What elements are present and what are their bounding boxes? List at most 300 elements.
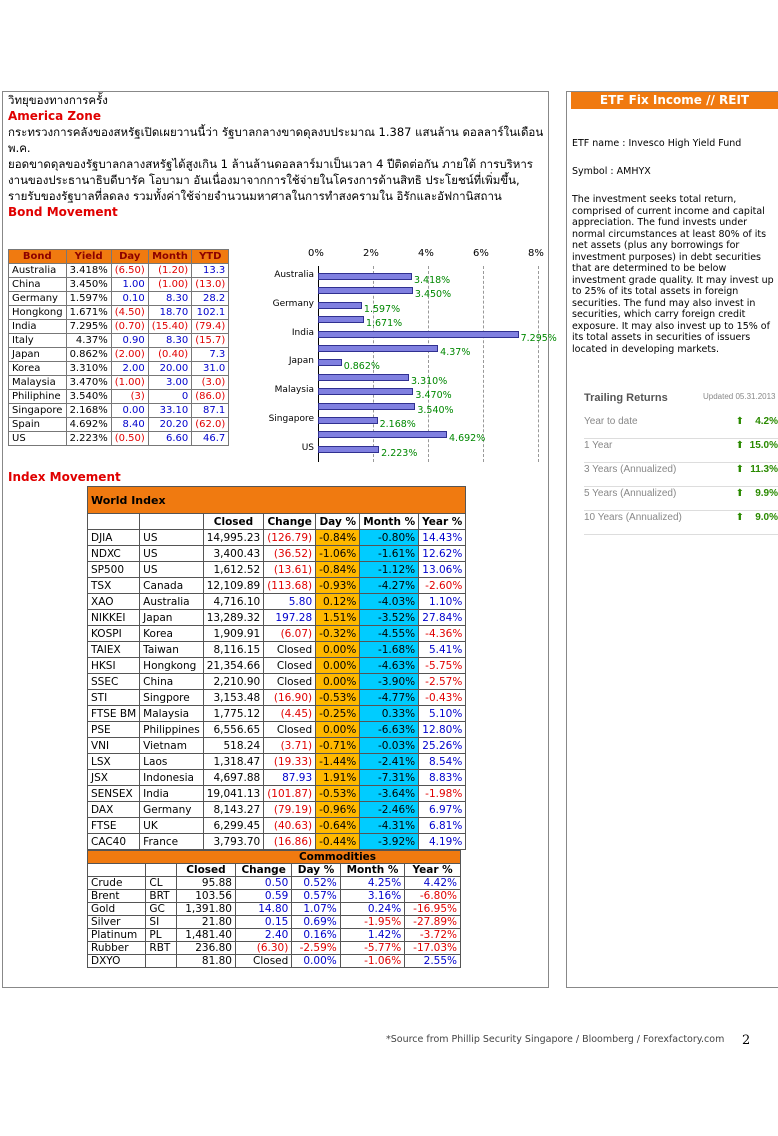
index-cell: -3.64% [360, 786, 419, 802]
bond-cell: 13.3 [192, 264, 229, 278]
index-cell: 8,143.27 [203, 802, 263, 818]
index-cell: -4.77% [360, 690, 419, 706]
etf-title: ETF Fix Income // REIT [571, 92, 778, 109]
bond-cell: 46.7 [192, 432, 229, 446]
return-label: 1 Year [584, 440, 613, 451]
index-cell: US [140, 546, 204, 562]
index-cell: (79.19) [264, 802, 316, 818]
bond-cell: (3.0) [192, 376, 229, 390]
index-cell: 8,116.15 [203, 642, 263, 658]
world-index-title: World Index [88, 487, 466, 514]
commodity-cell: -1.06% [340, 955, 404, 968]
trailing-return-row [584, 488, 778, 511]
index-row [88, 626, 466, 642]
index-cell: France [140, 834, 204, 850]
commodity-cell: 95.88 [177, 877, 236, 890]
bond-row [9, 292, 229, 306]
commodity-cell: 81.80 [177, 955, 236, 968]
bond-cell: 0.862% [66, 348, 111, 362]
bond-table [8, 249, 229, 446]
index-cell: TAIEX [88, 642, 140, 658]
index-cell: (36.52) [264, 546, 316, 562]
index-cell: CAC40 [88, 834, 140, 850]
bond-cell: (2.00) [111, 348, 148, 362]
index-cell: TSX [88, 578, 140, 594]
trailing-return-row [584, 464, 778, 487]
return-label: 10 Years (Annualized) [584, 512, 682, 523]
index-cell: -4.31% [360, 818, 419, 834]
index-cell: Japan [140, 610, 204, 626]
intro-text [8, 92, 546, 220]
commodity-cell: Gold [88, 903, 146, 916]
index-cell: (4.45) [264, 706, 316, 722]
bond-cell: India [9, 320, 67, 334]
commodity-row [88, 942, 461, 955]
commodity-header: Month % [340, 864, 404, 877]
index-row [88, 690, 466, 706]
commodity-row [88, 890, 461, 903]
bar-value-label: 3.418% [413, 275, 451, 286]
source-note: *Source from Phillip Security Singapore / Bloomberg / Forexfactory.com [386, 1034, 725, 1045]
commodity-cell: 4.25% [340, 877, 404, 890]
commodity-cell: 0.52% [292, 877, 340, 890]
commodity-cell: 14.80 [235, 903, 291, 916]
bar-value-label: 4.37% [440, 347, 471, 358]
index-cell: 12.62% [419, 546, 466, 562]
up-arrow-icon: ⬆ [735, 512, 744, 523]
x-tick-label: 8% [528, 248, 544, 259]
index-cell: -7.31% [360, 770, 419, 786]
index-cell: -4.36% [419, 626, 466, 642]
bar-value-label: 2.223% [381, 447, 418, 459]
index-cell: 13.06% [419, 562, 466, 578]
commodity-cell: 2.55% [405, 955, 461, 968]
category-label: Malaysia [274, 385, 314, 396]
commodity-cell: -17.03% [405, 942, 461, 955]
index-cell: -0.84% [316, 562, 360, 578]
bond-cell: Hongkong [9, 306, 67, 320]
bond-cell: Italy [9, 334, 67, 348]
bond-cell: 0.10 [111, 292, 148, 306]
return-value: 15.0% [749, 440, 778, 451]
index-cell: US [140, 530, 204, 546]
index-row [88, 818, 466, 834]
index-cell: PSE [88, 722, 140, 738]
bond-cell: 31.0 [192, 362, 229, 376]
bond-cell: 3.470% [66, 376, 111, 390]
index-cell: -6.63% [360, 722, 419, 738]
bar [318, 374, 409, 381]
index-cell: 0.12% [316, 594, 360, 610]
index-cell: 197.28 [264, 610, 316, 626]
index-cell: -5.75% [419, 658, 466, 674]
index-cell: -0.53% [316, 690, 360, 706]
index-cell: -4.55% [360, 626, 419, 642]
bar [318, 302, 362, 309]
return-label: 3 Years (Annualized) [584, 464, 677, 475]
bar [318, 273, 412, 280]
index-cell: (16.90) [264, 690, 316, 706]
up-arrow-icon: ⬆ [735, 488, 744, 499]
index-cell: Malaysia [140, 706, 204, 722]
index-header: Change [264, 514, 316, 530]
bond-cell: 0 [148, 390, 191, 404]
bar-value-label: 0.862% [343, 361, 380, 373]
bond-cell: (15.7) [192, 334, 229, 348]
bond-row [9, 334, 229, 348]
commodity-cell: -1.95% [340, 916, 404, 929]
up-arrow-icon: ⬆ [735, 416, 744, 427]
intro-paragraph-1: กระทรวงการคลังของสหรัฐเปิดเผยวานนี้ว่า รัฐบาลกลางขาดดุลงบประมาณ 1.387 แสนล้าน ดอลลาร์ในเดือนพ.ค. [8, 125, 544, 155]
bond-cell: 6.60 [148, 432, 191, 446]
index-cell: Closed [264, 658, 316, 674]
bond-row [9, 348, 229, 362]
index-cell: 4.19% [419, 834, 466, 850]
world-index-table [87, 486, 466, 850]
commodity-row [88, 929, 461, 942]
bond-cell: Germany [9, 292, 67, 306]
index-cell: -0.80% [360, 530, 419, 546]
commodity-cell: -2.59% [292, 942, 340, 955]
bond-cell: US [9, 432, 67, 446]
index-cell: -0.64% [316, 818, 360, 834]
bar-value-label: 3.470% [415, 390, 452, 402]
index-cell: 2,210.90 [203, 674, 263, 690]
bond-cell: (1.00) [111, 376, 148, 390]
bond-cell: 102.1 [192, 306, 229, 320]
index-cell: 1,318.47 [203, 754, 263, 770]
index-row [88, 594, 466, 610]
index-cell: 87.93 [264, 770, 316, 786]
index-cell: 5.10% [419, 706, 466, 722]
index-cell: -3.52% [360, 610, 419, 626]
etf-description: The investment seeks total return, comprised of current income and capital appreciation. The fund invests under normal circumstances at least 80% of its net assets (plus any borrowings for investment purposes) in debt securities that are determined to be below investment grade quality. It may invest up to 25% of its total assets in foreign securities. The fund may also invest in securities, which carry foreign credit exposure. It may also invest up to 15% of its total assets in securities of issuers located in developing markets. [572, 194, 774, 355]
commodity-cell: 0.69% [292, 916, 340, 929]
bar [318, 403, 415, 410]
index-cell: 14.43% [419, 530, 466, 546]
bond-cell: (3) [111, 390, 148, 404]
commodity-cell: SI [146, 916, 177, 929]
index-cell: UK [140, 818, 204, 834]
updated-date: Updated 05.31.2013 [703, 392, 776, 401]
index-cell: 12.80% [419, 722, 466, 738]
trailing-return-row [584, 416, 778, 439]
commodity-cell: Silver [88, 916, 146, 929]
commodities-title: Commodities [88, 851, 461, 864]
bond-cell: (0.70) [111, 320, 148, 334]
index-cell: NDXC [88, 546, 140, 562]
commodity-header: Year % [405, 864, 461, 877]
index-cell: 0.00% [316, 674, 360, 690]
x-tick-label: 2% [363, 248, 379, 259]
index-cell: 1,612.52 [203, 562, 263, 578]
bond-cell: 7.3 [192, 348, 229, 362]
bond-row [9, 306, 229, 320]
index-cell: 5.41% [419, 642, 466, 658]
index-cell: 21,354.66 [203, 658, 263, 674]
bond-cell: Spain [9, 418, 67, 432]
category-label: Japan [288, 356, 314, 367]
index-cell: 4,716.10 [203, 594, 263, 610]
commodity-cell: -3.72% [405, 929, 461, 942]
index-cell: -2.46% [360, 802, 419, 818]
index-cell: -2.60% [419, 578, 466, 594]
commodity-cell: 21.80 [177, 916, 236, 929]
index-row [88, 562, 466, 578]
index-cell: Indonesia [140, 770, 204, 786]
index-row [88, 642, 466, 658]
bond-cell: (6.50) [111, 264, 148, 278]
index-cell: XAO [88, 594, 140, 610]
return-value: 9.0% [755, 512, 778, 523]
index-header: Year % [419, 514, 466, 530]
x-tick-label: 4% [418, 248, 434, 259]
bond-cell: 3.450% [66, 278, 111, 292]
index-row [88, 722, 466, 738]
index-cell: 6.81% [419, 818, 466, 834]
index-cell: 19,041.13 [203, 786, 263, 802]
commodity-cell: -16.95% [405, 903, 461, 916]
bond-cell: 20.20 [148, 418, 191, 432]
commodity-cell: -27.89% [405, 916, 461, 929]
america-zone-title: America Zone [8, 109, 101, 123]
index-cell: Vietnam [140, 738, 204, 754]
commodity-cell: 0.24% [340, 903, 404, 916]
category-label: US [301, 442, 314, 453]
commodity-cell: Crude [88, 877, 146, 890]
bar-value-label: 3.450% [414, 289, 452, 301]
bond-cell: (15.40) [148, 320, 191, 334]
index-cell: 6,299.45 [203, 818, 263, 834]
commodity-cell: Brent [88, 890, 146, 903]
commodity-cell: 1,391.80 [177, 903, 236, 916]
index-header: Closed [203, 514, 263, 530]
bond-cell: 1.671% [66, 306, 111, 320]
commodity-cell: 1.42% [340, 929, 404, 942]
index-row [88, 802, 466, 818]
index-cell: 8.54% [419, 754, 466, 770]
bond-cell: (1.20) [148, 264, 191, 278]
bond-cell: Singapore [9, 404, 67, 418]
index-cell: SSEC [88, 674, 140, 690]
index-cell: 518.24 [203, 738, 263, 754]
bond-row [9, 362, 229, 376]
index-movement-title: Index Movement [8, 470, 121, 484]
index-cell: 6,556.65 [203, 722, 263, 738]
index-cell: (126.79) [264, 530, 316, 546]
index-cell: -0.32% [316, 626, 360, 642]
index-cell: STI [88, 690, 140, 706]
index-cell: Taiwan [140, 642, 204, 658]
return-value: 11.3% [750, 464, 778, 475]
bond-table-wrap [8, 249, 229, 446]
index-cell: Germany [140, 802, 204, 818]
index-cell: Laos [140, 754, 204, 770]
commodity-cell: 0.15 [235, 916, 291, 929]
index-cell: 1.51% [316, 610, 360, 626]
index-cell: FTSE [88, 818, 140, 834]
commodity-row [88, 877, 461, 890]
trailing-returns-title: Trailing Returns [584, 392, 668, 404]
x-tick-label: 6% [473, 248, 489, 259]
bond-row [9, 432, 229, 446]
index-row [88, 754, 466, 770]
category-label: India [291, 327, 314, 338]
return-label: 5 Years (Annualized) [584, 488, 677, 499]
index-cell: 4,697.88 [203, 770, 263, 786]
index-cell: -0.43% [419, 690, 466, 706]
commodity-cell: 2.40 [235, 929, 291, 942]
gridline [538, 266, 539, 462]
index-cell: 0.33% [360, 706, 419, 722]
index-cell: Canada [140, 578, 204, 594]
bar-value-label: 2.168% [379, 419, 416, 430]
bond-cell: 8.40 [111, 418, 148, 432]
index-row [88, 610, 466, 626]
commodity-cell: -5.77% [340, 942, 404, 955]
index-cell: -4.27% [360, 578, 419, 594]
index-row [88, 530, 466, 546]
bond-cell: (86.0) [192, 390, 229, 404]
index-cell: 3,153.48 [203, 690, 263, 706]
commodity-cell: 0.16% [292, 929, 340, 942]
index-cell: 14,995.23 [203, 530, 263, 546]
commodity-row [88, 955, 461, 968]
bond-cell: 3.310% [66, 362, 111, 376]
bond-movement-title: Bond Movement [8, 205, 118, 219]
index-cell: -1.12% [360, 562, 419, 578]
category-label: Germany [272, 298, 314, 309]
bond-cell: 4.37% [66, 334, 111, 348]
index-cell: -3.90% [360, 674, 419, 690]
bar [318, 446, 379, 453]
index-cell: 3,400.43 [203, 546, 263, 562]
index-cell: -0.96% [316, 802, 360, 818]
index-cell: 1,775.12 [203, 706, 263, 722]
index-cell: India [140, 786, 204, 802]
commodity-cell: 103.56 [177, 890, 236, 903]
bar [318, 331, 519, 338]
bar-value-label: 7.295% [520, 332, 557, 344]
bond-header: YTD [192, 250, 229, 264]
index-cell: (16.86) [264, 834, 316, 850]
bond-yield-chart [262, 248, 557, 470]
index-cell: -0.84% [316, 530, 360, 546]
bond-cell: (0.40) [148, 348, 191, 362]
commodity-header: Closed [177, 864, 236, 877]
index-cell: Korea [140, 626, 204, 642]
bond-cell: 8.30 [148, 334, 191, 348]
bond-cell: Malaysia [9, 376, 67, 390]
index-row [88, 770, 466, 786]
index-cell: (101.87) [264, 786, 316, 802]
index-row [88, 578, 466, 594]
bond-cell: 3.418% [66, 264, 111, 278]
bond-row [9, 418, 229, 432]
index-cell: 3,793.70 [203, 834, 263, 850]
index-header: Day % [316, 514, 360, 530]
bond-cell: 4.692% [66, 418, 111, 432]
bond-cell: Philiphine [9, 390, 67, 404]
return-label: Year to date [584, 416, 638, 427]
index-cell: -3.92% [360, 834, 419, 850]
trailing-return-row [584, 440, 778, 463]
index-cell: -1.61% [360, 546, 419, 562]
commodity-header: Day % [292, 864, 340, 877]
index-cell: -4.03% [360, 594, 419, 610]
up-arrow-icon: ⬆ [735, 464, 744, 475]
index-cell: HKSI [88, 658, 140, 674]
bond-cell: 2.168% [66, 404, 111, 418]
bond-cell: 1.597% [66, 292, 111, 306]
return-value: 4.2% [755, 416, 778, 427]
commodity-cell: 236.80 [177, 942, 236, 955]
bond-row [9, 390, 229, 404]
commodity-cell [146, 955, 177, 968]
index-cell: (3.71) [264, 738, 316, 754]
commodity-cell: CL [146, 877, 177, 890]
index-cell: 1.10% [419, 594, 466, 610]
index-cell: LSX [88, 754, 140, 770]
bar [318, 359, 342, 366]
commodity-cell: 0.50 [235, 877, 291, 890]
bond-cell: Japan [9, 348, 67, 362]
bar [318, 431, 447, 438]
bond-cell: 8.30 [148, 292, 191, 306]
index-cell: Philippines [140, 722, 204, 738]
index-cell: 0.00% [316, 722, 360, 738]
bond-cell: Korea [9, 362, 67, 376]
world-index-wrap [87, 486, 466, 968]
bond-header: Yield [66, 250, 111, 264]
bond-cell: 3.00 [148, 376, 191, 390]
index-cell: DJIA [88, 530, 140, 546]
bond-cell: 0.00 [111, 404, 148, 418]
index-row [88, 706, 466, 722]
commodity-cell: 0.00% [292, 955, 340, 968]
index-cell: 5.80 [264, 594, 316, 610]
index-cell: 12,109.89 [203, 578, 263, 594]
etf-symbol: Symbol : AMHYX [572, 166, 651, 177]
category-label: Singapore [268, 414, 314, 424]
index-cell: (19.33) [264, 754, 316, 770]
index-cell: NIKKEI [88, 610, 140, 626]
trailing-return-row [584, 512, 778, 535]
bond-header: Month [148, 250, 191, 264]
index-cell: 27.84% [419, 610, 466, 626]
index-cell: -4.63% [360, 658, 419, 674]
index-cell: Closed [264, 674, 316, 690]
bond-row [9, 376, 229, 390]
index-cell: SP500 [88, 562, 140, 578]
index-cell: (6.07) [264, 626, 316, 642]
index-cell: -0.03% [360, 738, 419, 754]
index-cell: 0.00% [316, 642, 360, 658]
commodities-table [87, 850, 461, 968]
bond-cell: (13.0) [192, 278, 229, 292]
index-row [88, 738, 466, 754]
commodity-cell: -6.80% [405, 890, 461, 903]
commodity-cell: Rubber [88, 942, 146, 955]
bar [318, 287, 413, 294]
commodity-cell: BRT [146, 890, 177, 903]
bond-cell: (4.50) [111, 306, 148, 320]
bond-cell: 33.10 [148, 404, 191, 418]
index-row [88, 674, 466, 690]
bond-cell: 1.00 [111, 278, 148, 292]
index-cell: Closed [264, 642, 316, 658]
return-value: 9.9% [755, 488, 778, 499]
